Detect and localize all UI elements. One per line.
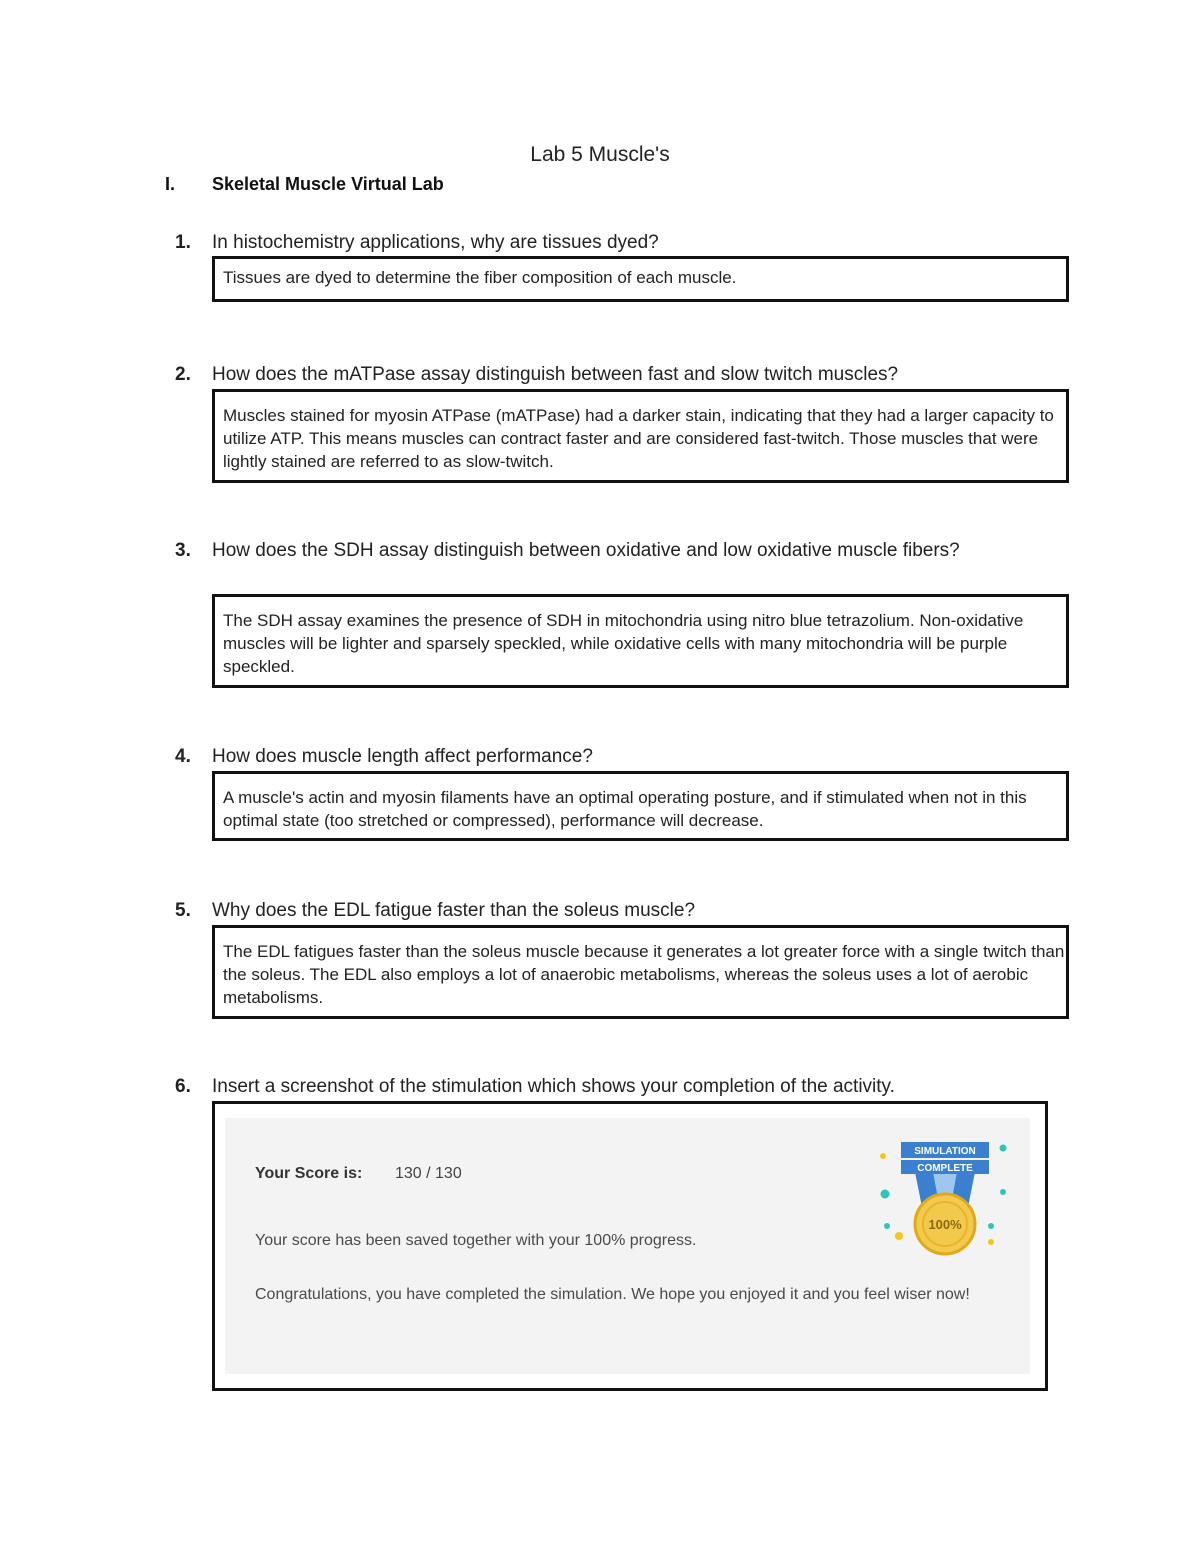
section-title: Skeletal Muscle Virtual Lab	[212, 174, 444, 194]
question-number: 3.	[175, 540, 191, 561]
score-value: 130 / 130	[395, 1165, 462, 1182]
question-text: How does the mATPase assay distinguish between fast and slow twitch muscles?	[212, 364, 899, 385]
badge-line1: SIMULATION	[914, 1146, 976, 1157]
score-label: Your Score is:	[255, 1165, 363, 1182]
question-text: In histochemistry applications, why are tissues dyed?	[212, 232, 659, 253]
question-text: How does the SDH assay distinguish between oxidative and low oxidative muscle fibers?	[212, 540, 960, 561]
question-text: Insert a screenshot of the stimulation which shows your completion of the activity.	[212, 1076, 895, 1097]
answer-box-3: The SDH assay examines the presence of SDH in mitochondria using nitro blue tetrazolium. Non-oxidative muscles will be lighter and sparsely speckled, while oxidative cells with many mitochondria will be purple speckled.	[212, 594, 1069, 688]
question-number: 6.	[175, 1076, 191, 1097]
answer-box-4: A muscle's actin and myosin filaments have an optimal operating posture, and if stimulated when not in this optimal state (too stretched or compressed), performance will decrease.	[212, 771, 1069, 841]
simulation-complete-badge	[875, 1134, 1015, 1264]
section-number: I.	[165, 174, 176, 194]
confetti-dot	[988, 1223, 994, 1229]
answer-box-5: The EDL fatigues faster than the soleus muscle because it generates a lot greater force with a single twitch than the soleus. The EDL also employs a lot of anaerobic metabolisms, whereas the soleus uses a lot of aerobic metabolisms.	[212, 925, 1069, 1019]
confetti-dot	[988, 1239, 994, 1245]
badge-line2: COMPLETE	[917, 1163, 973, 1174]
saved-message: Your score has been saved together with your 100% progress.	[255, 1232, 697, 1249]
simulation-screenshot	[225, 1118, 1030, 1374]
confetti-dot	[881, 1190, 890, 1199]
screenshot-frame	[212, 1101, 1048, 1391]
question-text: Why does the EDL fatigue faster than the soleus muscle?	[212, 900, 696, 921]
confetti-dot	[895, 1232, 903, 1240]
section-heading	[165, 174, 444, 195]
question-number: 1.	[175, 232, 191, 253]
medal-text: 100%	[928, 1217, 962, 1232]
answer-box-2: Muscles stained for myosin ATPase (mATPase) had a darker stain, indicating that they had a larger capacity to utilize ATP. This means muscles can contract faster and are considered fast-twitch. Those muscles that were lightly stained are referred to as slow-twitch.	[212, 389, 1069, 483]
document-title: Lab 5 Muscle's	[530, 143, 670, 166]
confetti-dot	[880, 1153, 886, 1159]
question-number: 4.	[175, 746, 191, 767]
confetti-dot	[1000, 1189, 1006, 1195]
question-text: How does muscle length affect performance?	[212, 746, 593, 767]
confetti-dot	[1000, 1145, 1007, 1152]
confetti-dot	[884, 1223, 890, 1229]
congrats-message: Congratulations, you have completed the simulation. We hope you enjoyed it and you feel wiser now!	[255, 1286, 970, 1303]
answer-box-1: Tissues are dyed to determine the fiber composition of each muscle.	[212, 256, 1069, 302]
question-number: 2.	[175, 364, 191, 385]
question-number: 5.	[175, 900, 191, 921]
